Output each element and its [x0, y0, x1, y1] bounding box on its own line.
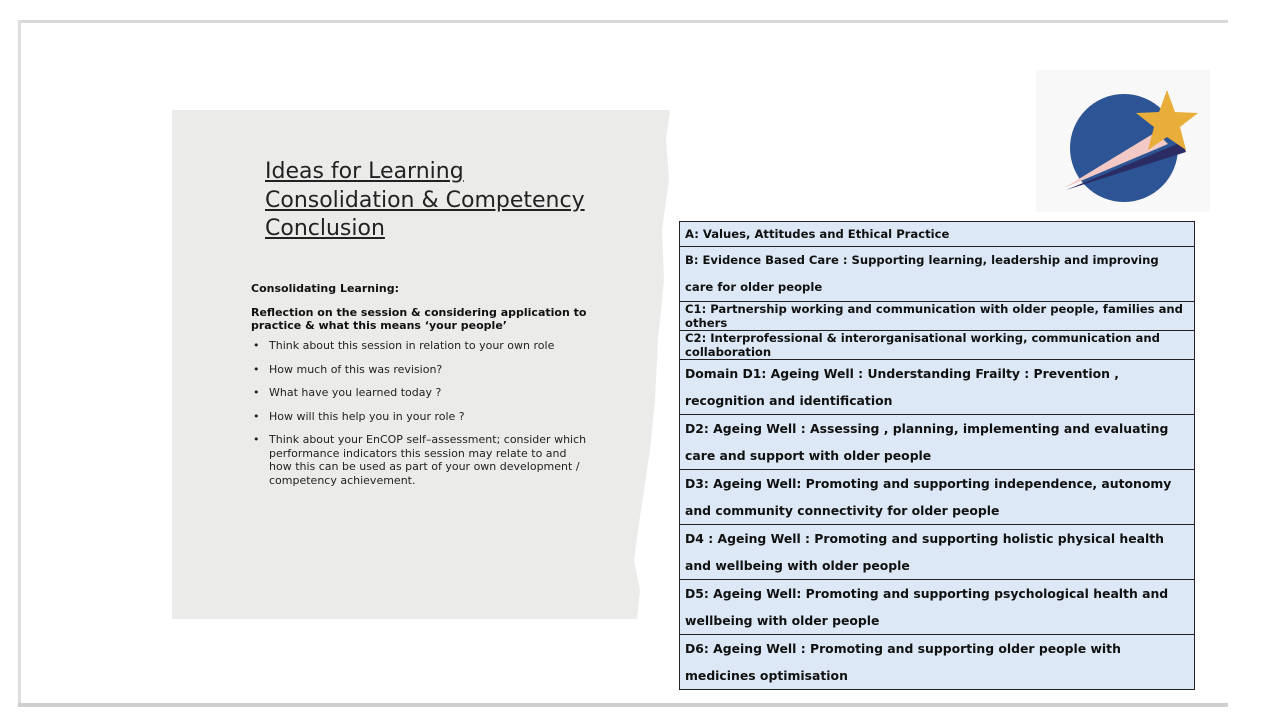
table-cell: Domain D1: Ageing Well : Understanding Frailty : Prevention , recognition and identification [680, 360, 1195, 415]
competency-domains-table [679, 221, 1195, 690]
table-cell: D5: Ageing Well: Promoting and supporting psychological health and wellbeing with older people [680, 580, 1195, 635]
reflection-bullet-list [251, 339, 591, 487]
bullet-item: • Think about this session in relation to your own role [251, 339, 591, 353]
title-line-1: Ideas for Learning [265, 159, 464, 184]
title-line-3: Conclusion [265, 216, 385, 241]
shooting-star-logo-icon [1036, 70, 1210, 212]
table-cell: C1: Partnership working and communication with older people, families and others [680, 302, 1195, 331]
table-cell: D3: Ageing Well: Promoting and supporting independence, autonomy and community connectivity for older people [680, 470, 1195, 525]
table-row [680, 247, 1195, 302]
table-cell: D2: Ageing Well : Assessing , planning, implementing and evaluating care and support with older people [680, 415, 1195, 470]
bullet-item: • Think about your EnCOP self–assessment; consider which performance indicators this session may relate to and how this can be used as part of your own development / competency achievement. [251, 433, 591, 487]
table-row [680, 470, 1195, 525]
reflection-heading: Reflection on the session & considering application to practice & what this means ‘your people’ [251, 306, 587, 332]
title-line-2: Consolidation & Competency [265, 187, 585, 213]
bullet-item: • How much of this was revision? [251, 363, 591, 377]
table-cell: B: Evidence Based Care : Supporting learning, leadership and improving care for older people [680, 247, 1195, 302]
table-row [680, 635, 1195, 690]
table-cell: D6: Ageing Well : Promoting and supporting older people with medicines optimisation [680, 635, 1195, 690]
consolidating-heading: Consolidating Learning: [251, 282, 399, 295]
consolidation-notes [251, 282, 591, 497]
table-row [680, 580, 1195, 635]
table-row [680, 331, 1195, 360]
bullet-item: • What have you learned today ? [251, 386, 591, 400]
table-cell: D4 : Ageing Well : Promoting and supporting holistic physical health and wellbeing with older people [680, 525, 1195, 580]
page-title [265, 158, 625, 244]
table-row [680, 525, 1195, 580]
table-cell: A: Values, Attitudes and Ethical Practice [680, 222, 1195, 247]
bullet-item: • How will this help you in your role ? [251, 410, 591, 424]
table-cell: C2: Interprofessional & interorganisational working, communication and collaboration [680, 331, 1195, 360]
table-row [680, 415, 1195, 470]
table-row [680, 360, 1195, 415]
table-row [680, 222, 1195, 247]
slide-frame-bottom [18, 703, 1228, 707]
table-row [680, 302, 1195, 331]
